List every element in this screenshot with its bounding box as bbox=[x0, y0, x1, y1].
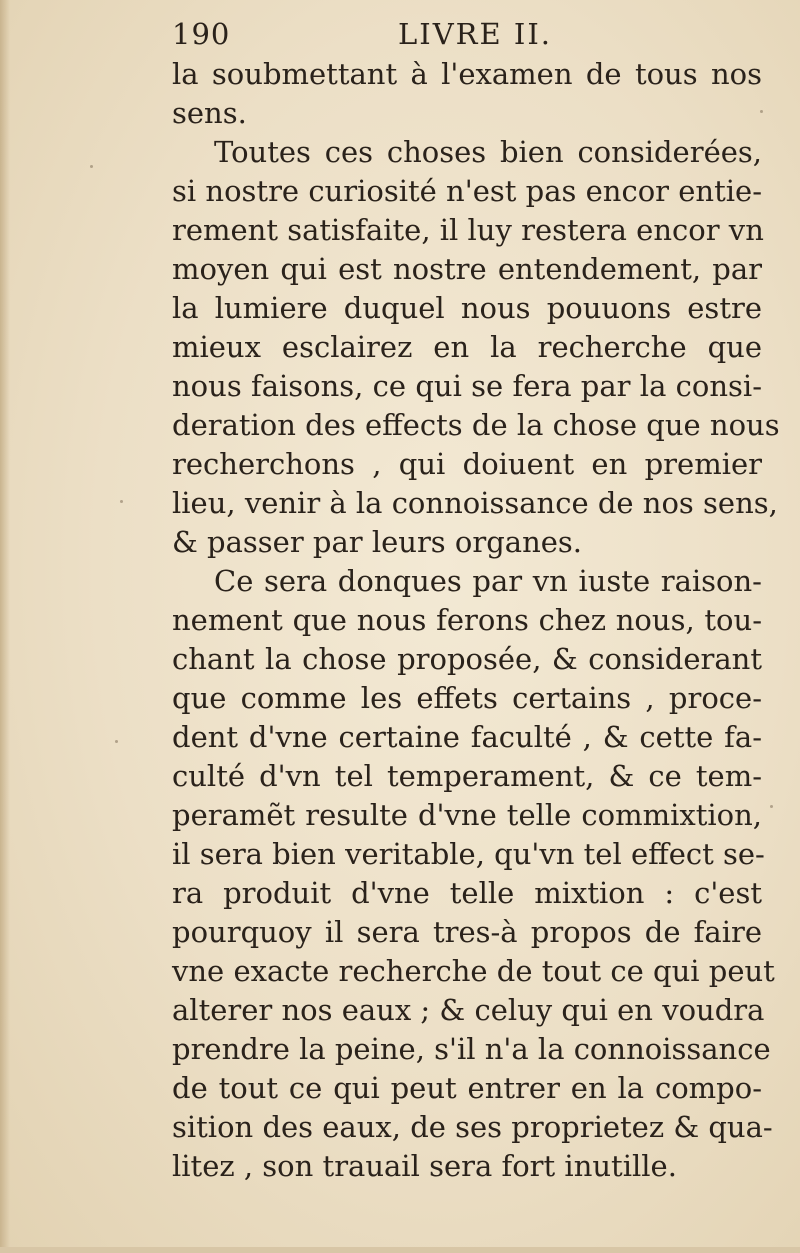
paper-speck bbox=[120, 500, 123, 503]
text-line: la soubmettant à l'examen de tous nos bbox=[172, 57, 762, 91]
text-line: il sera bien veritable, qu'vn tel effect se- bbox=[172, 837, 765, 871]
text-line: la lumiere duquel nous pouuons estre bbox=[172, 291, 762, 325]
text-line: sens. bbox=[172, 96, 247, 130]
text-line: deration des effects de la chose que nous bbox=[172, 408, 780, 442]
text-line: peramẽt resulte d'vne telle commixtion, bbox=[172, 798, 762, 832]
text-line: ra produit d'vne telle mixtion : c'est bbox=[172, 876, 762, 910]
text-line: recherchons , qui doiuent en premier bbox=[172, 447, 762, 481]
paper-speck bbox=[760, 110, 763, 113]
page-bottom-edge bbox=[0, 1247, 800, 1253]
text-line: chant la chose proposée, & considerant bbox=[172, 642, 762, 676]
text-line: prendre la peine, s'il n'a la connoissance bbox=[172, 1032, 771, 1066]
running-head: LIVRE II. bbox=[398, 17, 553, 51]
page-number: 190 bbox=[172, 17, 231, 51]
text-line: moyen qui est nostre entendement, par bbox=[172, 252, 762, 286]
body-text bbox=[172, 55, 780, 1186]
text-line: culté d'vn tel temperament, & ce tem- bbox=[172, 759, 762, 793]
text-line: rement satisfaite, il luy restera encor vn bbox=[172, 213, 764, 247]
paper-speck bbox=[90, 165, 93, 168]
page-edge-shadow bbox=[0, 0, 10, 1253]
text-line: Ce sera donques par vn iuste raison- bbox=[214, 564, 762, 598]
text-line: dent d'vne certaine faculté , & cette fa- bbox=[172, 720, 762, 754]
text-line: mieux esclairez en la recherche que bbox=[172, 330, 762, 364]
text-line: vne exacte recherche de tout ce qui peut bbox=[172, 954, 775, 988]
text-line: que comme les effets certains , proce- bbox=[172, 681, 762, 715]
page-header bbox=[172, 14, 592, 54]
text-line: de tout ce qui peut entrer en la compo- bbox=[172, 1071, 762, 1105]
text-line: litez , son trauail sera fort inutille. bbox=[172, 1149, 677, 1183]
paper-speck bbox=[770, 805, 773, 808]
text-line: lieu, venir à la connoissance de nos sens, bbox=[172, 486, 778, 520]
text-line: si nostre curiosité n'est pas encor entie- bbox=[172, 174, 762, 208]
text-line: nous faisons, ce qui se fera par la consi- bbox=[172, 369, 762, 403]
paper-speck bbox=[115, 740, 118, 743]
text-line: pourquoy il sera tres-à propos de faire bbox=[172, 915, 762, 949]
text-line: nement que nous ferons chez nous, tou- bbox=[172, 603, 762, 637]
text-line: & passer par leurs organes. bbox=[172, 525, 583, 559]
text-line: sition des eaux, de ses proprietez & qua- bbox=[172, 1110, 773, 1144]
text-line: alterer nos eaux ; & celuy qui en voudra bbox=[172, 993, 765, 1027]
text-line: Toutes ces choses bien considerées, bbox=[214, 135, 762, 169]
